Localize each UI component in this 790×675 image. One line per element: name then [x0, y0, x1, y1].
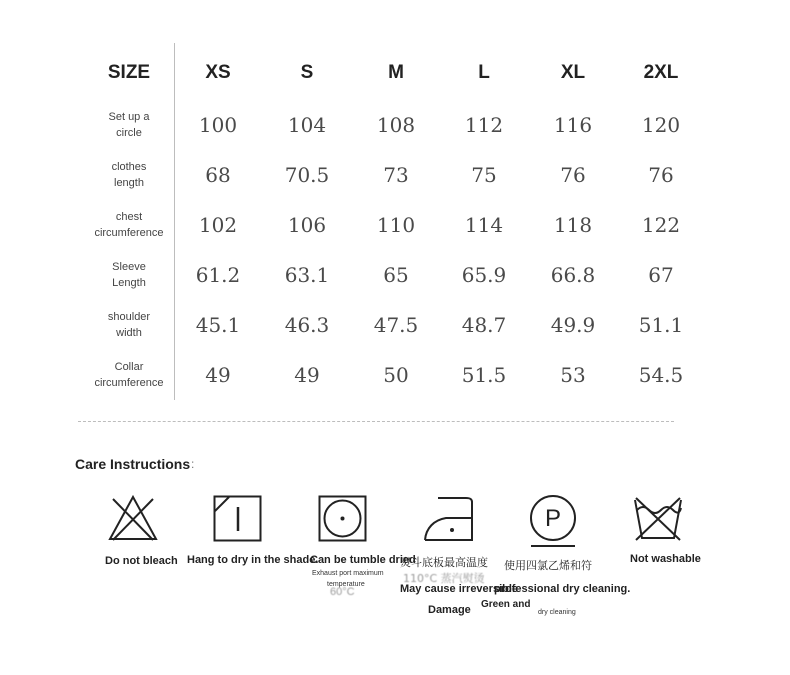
- table-cell: 118: [553, 213, 593, 237]
- table-cell: 48.7: [461, 313, 507, 337]
- row-label-line: shoulder: [107, 311, 151, 323]
- table-cell: 106: [287, 213, 327, 237]
- tumble-dry-sub3: 60°C: [330, 586, 355, 598]
- table-cell: 65.9: [461, 263, 507, 287]
- no-bleach-icon: [107, 494, 159, 542]
- dry-clean-label4: dry cleaning: [538, 609, 576, 616]
- row-label-line: width: [116, 327, 142, 339]
- table-cell: 61.2: [195, 263, 241, 287]
- row-label: [84, 359, 174, 391]
- table-cell: 110: [376, 213, 416, 237]
- table-cell: 51.1: [638, 313, 684, 337]
- dry-clean-label2: professional dry cleaning.: [494, 583, 631, 595]
- table-cell: 46.3: [284, 313, 330, 337]
- table-cell: 66.8: [550, 263, 596, 287]
- table-cell: 108: [376, 113, 416, 137]
- tumble-dry-icon: [318, 495, 368, 543]
- table-cell: 47.5: [373, 313, 419, 337]
- table-cell: 116: [553, 113, 593, 137]
- size-col-l: L: [478, 62, 490, 83]
- tumble-dry-sub1: Exhaust port maximum: [312, 570, 384, 577]
- dry-clean-label3: Green and: [481, 599, 531, 610]
- size-col-2xl: 2XL: [643, 62, 679, 83]
- iron-icon: [422, 494, 476, 544]
- table-divider: [174, 43, 175, 400]
- table-cell: 75: [471, 163, 497, 187]
- row-label: [84, 159, 174, 191]
- table-cell: 51.5: [461, 363, 507, 387]
- dry-clean-label-cn: 使用四氯乙烯和符: [504, 559, 592, 572]
- row-label-line: chest: [115, 211, 143, 223]
- row-label-line: Set up a: [108, 111, 150, 123]
- table-cell: 49: [205, 363, 231, 387]
- row-label: [84, 109, 174, 141]
- row-label-line: length: [114, 177, 144, 189]
- table-cell: 54.5: [638, 363, 684, 387]
- no-wash-icon: [632, 494, 684, 542]
- no-bleach-label: Do not bleach: [105, 555, 178, 567]
- table-cell: 63.1: [284, 263, 330, 287]
- tumble-dry-label: Can be tumble dried: [310, 554, 416, 566]
- size-col-m: M: [388, 62, 404, 83]
- row-label-line: clothes: [111, 161, 147, 173]
- line-dry-shade-label: Hang to dry in the shade.: [187, 554, 319, 566]
- row-label-line: Length: [112, 277, 146, 289]
- iron-label-cn: 熨斗底板最高温度: [400, 556, 488, 569]
- table-cell: 65: [383, 263, 409, 287]
- table-cell: 112: [464, 113, 504, 137]
- table-cell: 76: [560, 163, 586, 187]
- table-cell: 114: [464, 213, 504, 237]
- row-label-line: circumference: [94, 377, 164, 389]
- table-cell: 49.9: [550, 313, 596, 337]
- table-cell: 45.1: [195, 313, 241, 337]
- row-label-line: circle: [116, 127, 142, 139]
- table-cell: 102: [198, 213, 238, 237]
- table-cell: 76: [648, 163, 674, 187]
- care-title: Care Instructions: [75, 456, 191, 472]
- line-dry-shade-icon: [213, 495, 263, 543]
- row-label-line: Collar: [114, 361, 144, 373]
- professional-dry-clean-icon: [527, 493, 579, 549]
- size-header: SIZE: [107, 62, 151, 83]
- table-cell: 70.5: [284, 163, 330, 187]
- row-label: [84, 209, 174, 241]
- table-cell: 50: [383, 363, 409, 387]
- care-title-mark: :: [191, 457, 195, 471]
- size-col-xs: XS: [205, 62, 231, 83]
- table-cell: 122: [641, 213, 681, 237]
- row-label-line: circumference: [94, 227, 164, 239]
- row-label: [84, 259, 174, 291]
- svg-text:P: P: [544, 505, 562, 532]
- tumble-dry-sub2: temperature: [327, 581, 365, 588]
- no-wash-label: Not washable: [630, 553, 701, 565]
- iron-label3: Damage: [428, 604, 471, 616]
- table-cell: 100: [198, 113, 238, 137]
- iron-label2: May cause irreversible: [400, 583, 519, 595]
- size-col-xl: XL: [560, 62, 586, 83]
- row-label: [84, 309, 174, 341]
- table-cell: 68: [205, 163, 231, 187]
- row-label-line: Sleeve: [112, 261, 146, 273]
- table-cell: 53: [560, 363, 586, 387]
- table-cell: 73: [383, 163, 409, 187]
- table-cell: 120: [641, 113, 681, 137]
- table-cell: 49: [294, 363, 320, 387]
- section-divider: [78, 421, 674, 422]
- size-col-s: S: [300, 62, 314, 83]
- table-cell: 67: [648, 263, 674, 287]
- iron-label-cn2: 110°C 蒸汽熨烫: [403, 572, 485, 585]
- table-cell: 104: [287, 113, 327, 137]
